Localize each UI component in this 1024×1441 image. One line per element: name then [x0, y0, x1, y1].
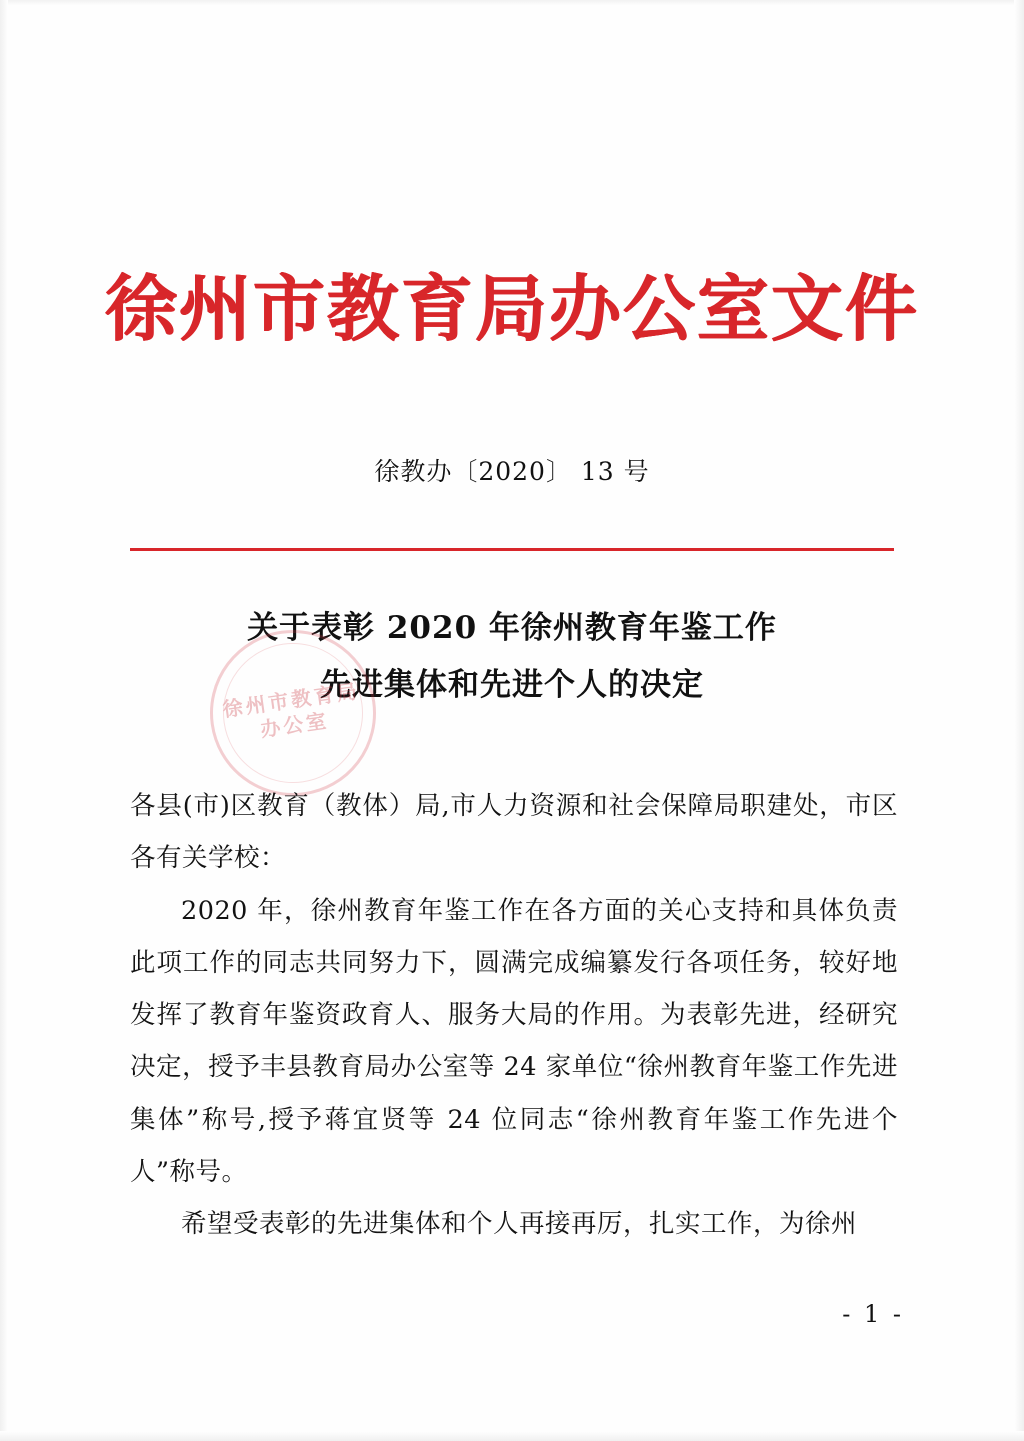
page-number: - 1 - — [842, 1300, 904, 1328]
document-number: 徐教办〔2020〕 13 号 — [374, 457, 650, 486]
document-body — [130, 780, 898, 1250]
scan-edge-bottom — [0, 1431, 1024, 1441]
red-horizontal-rule — [130, 548, 894, 551]
salutation: 各县(市)区教育（教体）局,市人力资源和社会保障局职建处，市区各有关学校： — [130, 791, 898, 874]
body-paragraph-1: 2020 年，徐州教育年鉴工作在各方面的关心支持和具体负责此项工作的同志共同努力下，圆满完成编纂发行各项任务，较好地发挥了教育年鉴资政育人、服务大局的作用。为表彰先进，经研究决定，授予丰县教育局办公室等 24 家单位“徐州教育年鉴工作先进集体”称号,授予蒋宜贤等 24 位同志“徐州教育年鉴工作先进个人”称号。 — [130, 895, 898, 1187]
scan-edge-right — [1014, 0, 1024, 1441]
scan-edge-left — [0, 0, 8, 1441]
page-title — [0, 600, 1024, 715]
title-line-1: 关于表彰 2020 年徐州教育年鉴工作 — [247, 610, 777, 646]
seal-text: 徐州市教育局办公室 — [221, 678, 362, 742]
document-masthead: 徐州市教育局办公室文件 — [104, 266, 919, 351]
body-paragraph-2: 希望受表彰的先进集体和个人再接再厉，扎实工作，为徐州 — [181, 1209, 858, 1240]
scan-edge-top — [0, 0, 1024, 6]
title-line-2: 先进集体和先进个人的决定 — [320, 667, 704, 704]
